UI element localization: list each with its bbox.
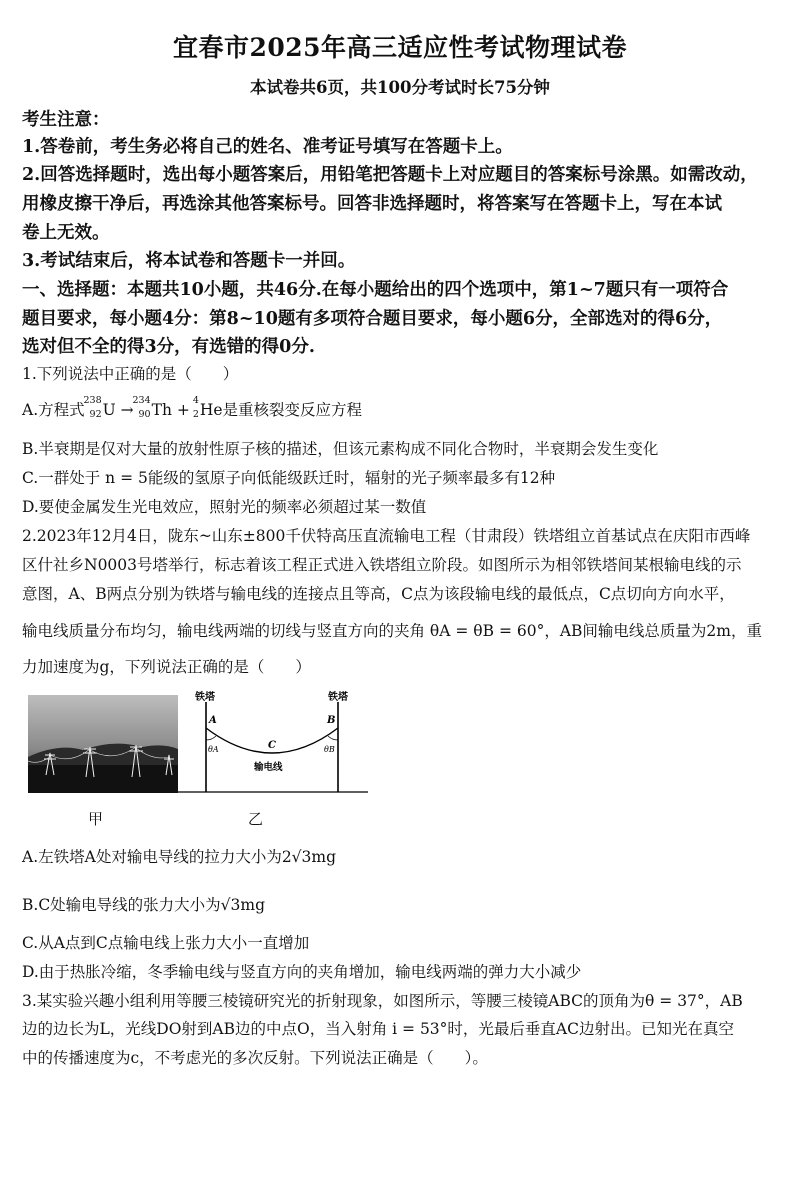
question-3-stem: 中的传播速度为c，不考虑光的多次反射。下列说法正确是（ ）。 [22, 1049, 488, 1067]
question-1-option-c: C.一群处于 n = 5能级的氢原子向低能级跃迁时，辐射的光子频率最多有12种 [22, 469, 556, 487]
point-a-label: A [209, 715, 217, 726]
question-2-option-c: C.从A点到C点输电线上张力大小一直增加 [22, 934, 310, 952]
tower-left-label: 铁塔 [195, 692, 215, 703]
helium-symbol: He是重核裂变反应方程 [199, 401, 363, 419]
question-2-stem: 2.2023年12月4日，陇东~山东±800千伏特高压直流输电工程（甘肃段）铁塔组立首基试点在庆阳市西峰 [22, 527, 751, 545]
uranium-symbol: U → [102, 401, 134, 419]
question-2-option-b: B.C处输电导线的张力大小为√3mg [22, 896, 266, 914]
question-3-stem: 边的边长为L，光线DO射到AB边的中点O，当入射角 i = 53°时，光最后垂直AC边射出。已知光在真空 [22, 1020, 734, 1038]
section-instruction: 题目要求，每小题4分：第8~10题有多项符合题目要求，每小题6分，全部选对的得6分， [22, 309, 723, 329]
page-subtitle: 本试卷共6页，共100分考试时长75分钟 [250, 78, 550, 97]
question-3-stem: 3.某实验兴趣小组利用等腰三棱镜研究光的折射现象，如图所示，等腰三棱镜ABC的顶角为θ = 37°，AB [22, 992, 743, 1010]
question-2-stem: 区什社乡N0003号塔举行，标志着该工程正式进入铁塔组立阶段。如图所示为相邻铁塔间某根输电线的示 [22, 556, 742, 574]
isotope-th [132, 395, 152, 420]
question-1-option-a [22, 395, 782, 420]
atomic-number: 92 [89, 409, 102, 420]
thorium-symbol: Th + [151, 401, 190, 419]
point-b-label: B [327, 715, 336, 726]
mass-number: 4 [192, 395, 199, 406]
notice-item: 1.答卷前，考生务必将自己的姓名、准考证号填写在答题卡上。 [22, 137, 513, 157]
notice-item: 卷上无效。 [22, 223, 110, 243]
isotope-u [83, 395, 103, 420]
question-2-option-d: D.由于热胀冷缩，冬季输电线与竖直方向的夹角增加，输电线两端的弹力大小减少 [22, 963, 582, 981]
question-1-stem: 1.下列说法中正确的是（ ） [22, 365, 239, 383]
section-instruction: 一、选择题：本题共10小题，共46分.在每小题给出的四个选项中，第1~7题只有一项符合 [22, 280, 729, 300]
question-2-stem: 输电线质量分布均匀，输电线两端的切线与竖直方向的夹角 θA = θB = 60°，AB间输电线总质量为2m，重 [22, 622, 762, 640]
question-2-figure [28, 690, 368, 830]
question-2-stem: 力加速度为g，下列说法正确的是（ ） [22, 658, 311, 676]
figure-caption-left: 甲 [88, 810, 104, 828]
atomic-number: 2 [192, 409, 199, 420]
section-instruction: 选对但不全的得3分，有选错的得0分. [22, 337, 315, 357]
atomic-number: 90 [138, 409, 151, 420]
question-1-option-b: B.半衰期是仅对大量的放射性原子核的描述，但该元素构成不同化合物时，半衰期会发生变化 [22, 440, 659, 458]
question-2-stem: 意图，A、B两点分别为铁塔与输电线的连接点且等高，C点为该段输电线的最低点，C点切向方向水平， [22, 585, 735, 603]
theta-a-label: θA [208, 745, 219, 754]
mass-number: 234 [132, 395, 151, 406]
question-1-option-d: D.要使金属发生光电效应，照射光的频率必须超过某一数值 [22, 498, 427, 516]
question-2-option-a: A.左铁塔A处对输电导线的拉力大小为2√3mg [22, 848, 337, 866]
isotope-he [190, 395, 200, 420]
notice-item: 用橡皮擦干净后，再选涂其他答案标号。回答非选择题时，将答案写在答题卡上，写在本试 [22, 194, 722, 214]
transmission-tower-photo [28, 695, 178, 793]
tower-right-label: 铁塔 [328, 692, 348, 703]
notice-item: 3.考试结束后，将本试卷和答题卡一并回。 [22, 251, 356, 271]
point-c-label: C [268, 740, 276, 751]
transmission-line-diagram [178, 690, 368, 798]
figure-caption-right: 乙 [248, 810, 264, 828]
notice-heading: 考生注意： [22, 110, 110, 130]
option-a-prefix: A.方程式 [22, 401, 85, 419]
theta-b-label: θB [324, 745, 335, 754]
notice-item: 2.回答选择题时，选出每小题答案后，用铅笔把答题卡上对应题目的答案标号涂黑。如需改动， [22, 165, 758, 185]
page-title: 宜春市2025年高三适应性考试物理试卷 [172, 33, 628, 62]
mass-number: 238 [83, 395, 102, 406]
wire-label: 输电线 [254, 762, 283, 773]
